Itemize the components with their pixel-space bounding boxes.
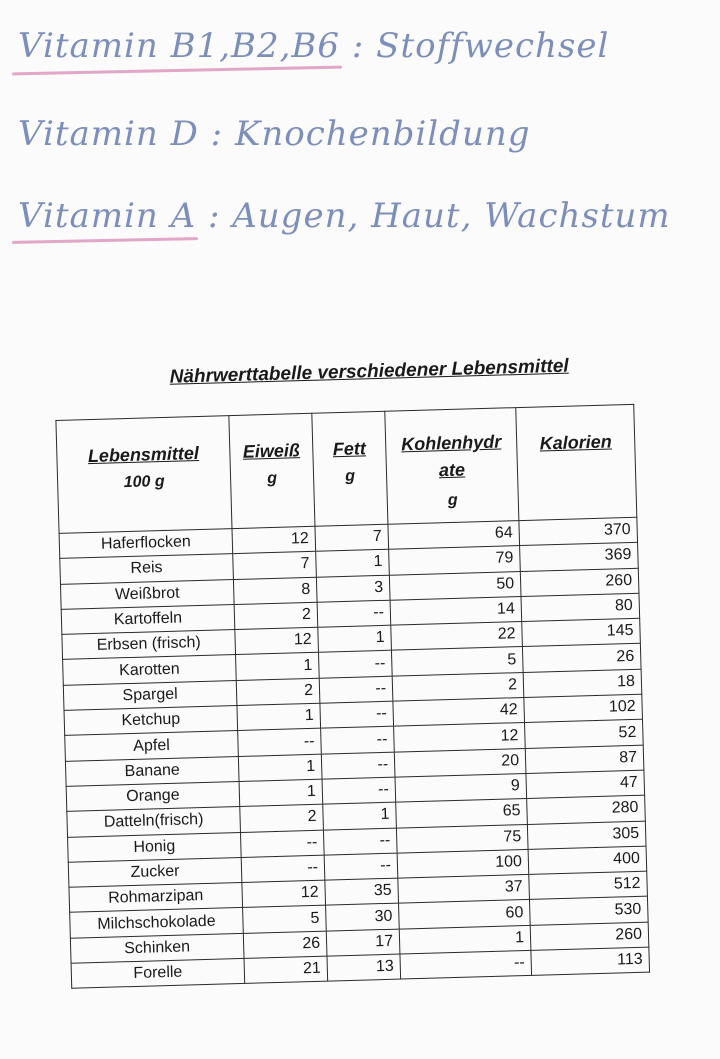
cell-carbs: 5 [391,647,523,676]
cell-carbs: 20 [394,748,526,777]
cell-food: Ketchup [64,706,238,736]
cell-carbs: 79 [389,546,521,575]
cell-calories: 145 [522,618,641,647]
cell-calories: 260 [530,922,649,951]
cell-food: Forelle [71,958,245,988]
cell-calories: 369 [520,543,639,572]
header-fat [312,411,388,526]
header-carbs-line1: Kohlenhydr [400,431,502,455]
cell-food: Karotten [63,655,237,685]
cell-food: Spargel [63,680,237,710]
cell-calories: 26 [522,644,641,673]
cell-protein: 7 [233,552,317,580]
cell-food: Milchschokolade [70,908,244,938]
note-term: Vitamin A [18,196,197,236]
cell-calories: 400 [528,846,647,875]
note-term: Vitamin B1,B2,B6 [18,26,341,66]
header-carbs-label [392,428,511,485]
cell-carbs: -- [400,950,532,979]
header-food-label: Lebensmittel [87,442,200,467]
cell-protein: 8 [233,577,317,605]
cell-carbs: 9 [395,773,527,802]
cell-fat: 1 [323,802,397,829]
cell-fat: 30 [326,904,400,931]
header-food [56,416,232,534]
cell-protein: 26 [243,931,327,959]
header-carbs [385,408,519,525]
nutrition-sheet [54,353,671,989]
cell-food: Erbsen (frisch) [62,630,236,660]
cell-fat: -- [319,676,393,703]
cell-calories: 102 [524,694,643,723]
cell-food: Haferflocken [59,529,233,559]
cell-food: Schinken [70,933,244,963]
note-vitamin-d [18,114,531,154]
cell-protein: 21 [244,956,328,984]
cell-food: Banane [65,756,239,786]
cell-carbs: 100 [397,849,529,878]
header-protein-label: Eiweiß [242,440,301,462]
cell-fat: -- [323,828,397,855]
note-text: Stoffwechsel [376,26,610,66]
cell-food: Zucker [68,857,242,887]
note-separator: : [210,114,224,154]
cell-fat: -- [321,727,395,754]
cell-fat: 35 [325,878,399,905]
nutrition-table [55,404,650,989]
table-header-row [56,404,637,533]
cell-calories: 260 [520,568,639,597]
table-body [59,517,649,988]
cell-protein: 12 [232,526,316,554]
cell-calories: 370 [519,517,638,546]
cell-carbs: 2 [392,672,524,701]
header-calories [516,404,637,520]
header-fat-label: Fett [332,438,367,460]
cell-carbs: 75 [396,824,528,853]
cell-carbs: 42 [393,698,525,727]
cell-calories: 47 [526,770,645,799]
cell-calories: 113 [531,947,650,976]
cell-carbs: 65 [396,799,528,828]
cell-protein: -- [241,855,325,883]
cell-fat: 1 [316,550,390,577]
cell-food: Reis [60,554,234,584]
cell-protein: 2 [234,602,318,630]
cell-protein: -- [238,729,322,757]
cell-calories: 52 [525,720,644,749]
table-title: Nährwerttabelle verschiedener Lebensmittel [169,355,569,388]
cell-protein: 1 [238,754,322,782]
cell-calories: 530 [529,897,648,926]
cell-food: Kartoffeln [61,604,235,634]
note-text: Augen, Haut, Wachstum [232,196,671,236]
note-vitamin-b [18,26,609,66]
header-carbs-unit: g [447,491,458,510]
cell-calories: 87 [525,745,644,774]
note-vitamin-a [18,196,671,236]
cell-fat: -- [317,600,391,627]
note-separator: : [207,196,221,236]
cell-protein: 12 [242,880,326,908]
cell-calories: 305 [527,821,646,850]
cell-protein: 2 [240,804,324,832]
cell-protein: 1 [236,653,320,681]
cell-fat: 1 [318,625,392,652]
cell-fat: 7 [315,524,389,551]
cell-carbs: 14 [390,596,522,625]
cell-fat: -- [320,701,394,728]
cell-food: Rohmarzipan [69,883,243,913]
cell-carbs: 60 [399,900,531,929]
cell-fat: -- [318,651,392,678]
note-text: Knochenbildung [234,114,531,154]
cell-calories: 18 [523,669,642,698]
header-fat-unit: g [344,467,356,485]
header-calories-label: Kalorien [539,431,613,454]
cell-fat: -- [324,853,398,880]
cell-protein: -- [240,830,324,858]
cell-protein: 1 [239,779,323,807]
cell-carbs: 22 [391,622,523,651]
header-protein-unit: g [266,469,278,488]
cell-protein: 2 [236,678,320,706]
cell-protein: 5 [243,906,327,934]
cell-fat: -- [321,752,395,779]
header-protein [229,413,315,528]
cell-food: Weißbrot [60,579,234,609]
cell-protein: 12 [235,627,319,655]
cell-food: Orange [66,781,240,811]
cell-carbs: 12 [394,723,526,752]
cell-fat: 3 [316,575,390,602]
cell-calories: 512 [529,871,648,900]
note-separator: : [351,26,365,66]
header-food-unit: 100 g [123,472,165,492]
cell-calories: 80 [521,593,640,622]
cell-fat: 13 [327,954,401,981]
cell-food: Datteln(frisch) [67,807,241,837]
cell-carbs: 37 [398,875,530,904]
cell-fat: -- [322,777,396,804]
cell-fat: 17 [326,929,400,956]
cell-carbs: 50 [389,571,521,600]
cell-food: Apfel [65,731,239,761]
note-term: Vitamin D [18,114,199,154]
cell-calories: 280 [527,795,646,824]
cell-carbs: 1 [399,925,531,954]
header-carbs-line2: ate [438,459,466,481]
cell-food: Honig [68,832,242,862]
cell-carbs: 64 [388,521,520,550]
cell-protein: 1 [237,703,321,731]
